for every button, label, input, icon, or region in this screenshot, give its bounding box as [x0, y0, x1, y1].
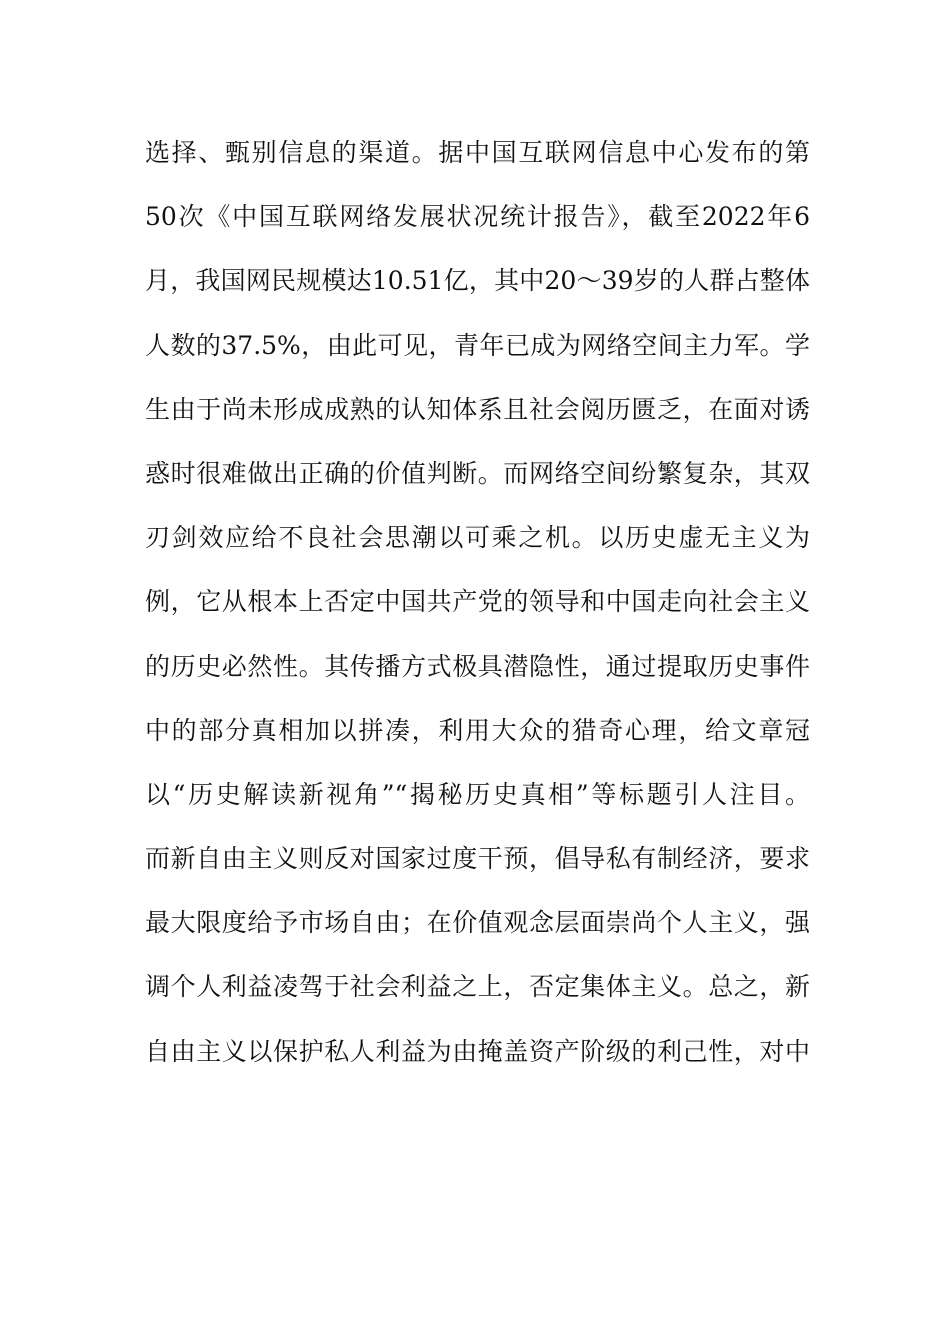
text-line: 而新自由主义则反对国家过度干预，倡导私有制经济，要求 [145, 844, 810, 874]
text-line: 以“历史解读新视角”“揭秘历史真相”等标题引人注目。 [145, 779, 810, 809]
text-line: 选择、甄别信息的渠道。据中国互联网信息中心发布的第 [145, 138, 810, 167]
text-line: 例，它从根本上否定中国共产党的领导和中国走向社会主义 [145, 587, 810, 617]
text-line: 50次《中国互联网络发展状况统计报告》，截至2022年6 [145, 202, 810, 232]
body-paragraph [145, 125, 810, 1088]
text-line: 生由于尚未形成成熟的认知体系且社会阅历匮乏，在面对诱 [145, 394, 810, 424]
text-line: 的历史必然性。其传播方式极具潜隐性，通过提取历史事件 [145, 651, 810, 681]
text-line: 惑时很难做出正确的价值判断。而网络空间纷繁复杂，其双 [145, 458, 810, 488]
text-line: 月，我国网民规模达10.51亿，其中20～39岁的人群占整体 [145, 266, 810, 296]
text-line: 刃剑效应给不良社会思潮以可乘之机。以历史虚无主义为 [145, 523, 810, 553]
text-line: 中的部分真相加以拼凑，利用大众的猎奇心理，给文章冠 [145, 715, 810, 745]
text-line: 人数的37.5%，由此可见，青年已成为网络空间主力军。学 [145, 330, 810, 360]
text-line: 调个人利益凌驾于社会利益之上，否定集体主义。总之，新 [145, 972, 810, 1002]
text-line: 自由主义以保护私人利益为由掩盖资产阶级的利己性，对中 [145, 1036, 810, 1066]
text-line: 最大限度给予市场自由；在价值观念层面崇尚个人主义，强 [145, 908, 810, 938]
